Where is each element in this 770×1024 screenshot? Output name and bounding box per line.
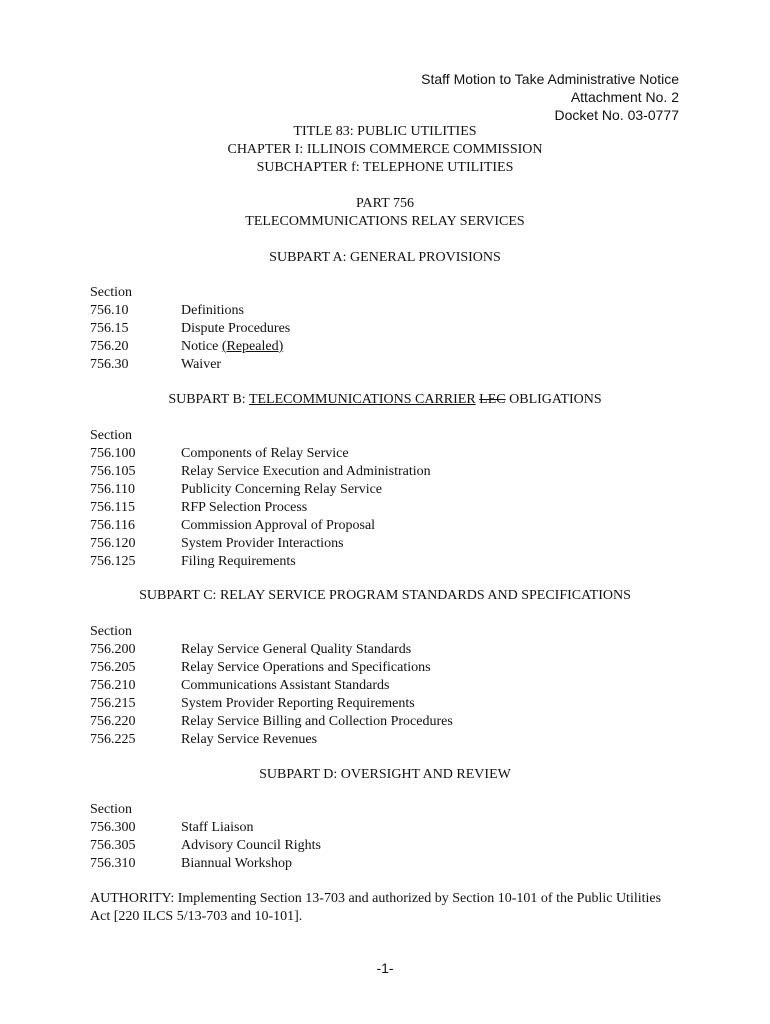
header-motion-title: Staff Motion to Take Administrative Notice bbox=[421, 71, 679, 87]
section-label: Section bbox=[90, 285, 132, 300]
section-label: Section bbox=[90, 624, 132, 639]
header-docket: Docket No. 03-0777 bbox=[554, 107, 679, 123]
added-text: (Repealed) bbox=[221, 339, 284, 354]
subchapter-line: SUBCHAPTER f: TELEPHONE UTILITIES bbox=[256, 160, 514, 175]
toc-row: 756.215 System Provider Reporting Requirements bbox=[90, 696, 415, 711]
section-label: Section bbox=[90, 428, 132, 443]
subpart-b-toc bbox=[90, 427, 431, 571]
toc-row: 756.205 Relay Service Operations and Specifications bbox=[90, 660, 431, 675]
toc-row: 756.20 Notice (Repealed) bbox=[90, 339, 284, 354]
subpart-c-toc bbox=[90, 623, 453, 749]
subpart-a-heading: SUBPART A: GENERAL PROVISIONS bbox=[269, 250, 501, 265]
added-text: TELECOMMUNICATIONS CARRIER bbox=[248, 392, 476, 407]
chapter-line: CHAPTER I: ILLINOIS COMMERCE COMMISSION bbox=[227, 142, 543, 157]
title-line: TITLE 83: PUBLIC UTILITIES bbox=[293, 124, 477, 139]
toc-row: 756.120 System Provider Interactions bbox=[90, 536, 344, 551]
section-label: Section bbox=[90, 802, 132, 817]
toc-row: 756.125 Filing Requirements bbox=[90, 554, 296, 569]
toc-row: 756.30 Waiver bbox=[90, 357, 222, 372]
toc-row: 756.10 Definitions bbox=[90, 303, 244, 318]
toc-row: 756.105 Relay Service Execution and Administration bbox=[90, 464, 431, 479]
deleted-text: LEC bbox=[479, 392, 506, 407]
subpart-c-heading: SUBPART C: RELAY SERVICE PROGRAM STANDARDS AND SPECIFICATIONS bbox=[139, 588, 631, 603]
subpart-d-heading: SUBPART D: OVERSIGHT AND REVIEW bbox=[259, 767, 511, 782]
part-name: TELECOMMUNICATIONS RELAY SERVICES bbox=[245, 214, 525, 229]
toc-row: 756.200 Relay Service General Quality Standards bbox=[90, 642, 412, 657]
subpart-d-toc bbox=[90, 801, 321, 873]
page-number: -1- bbox=[376, 960, 394, 976]
toc-row: 756.15 Dispute Procedures bbox=[90, 321, 291, 336]
toc-row: 756.310 Biannual Workshop bbox=[90, 856, 292, 871]
toc-row: 756.100 Components of Relay Service bbox=[90, 446, 349, 461]
subpart-b-heading: SUBPART B: TELECOMMUNICATIONS CARRIER LEC OBLIGATIONS bbox=[168, 392, 602, 407]
toc-row: 756.300 Staff Liaison bbox=[90, 820, 254, 835]
part-number: PART 756 bbox=[356, 196, 414, 211]
toc-row: 756.220 Relay Service Billing and Collection Procedures bbox=[90, 714, 453, 729]
authority-note: AUTHORITY: Implementing Section 13-703 and authorized by Section 10-101 of the Public Utilities Act [220 ILCS 5/13-703 and 10-101]. bbox=[90, 891, 662, 924]
subpart-a-toc bbox=[90, 284, 290, 374]
toc-row: 756.115 RFP Selection Process bbox=[90, 500, 308, 515]
toc-row: 756.225 Relay Service Revenues bbox=[90, 732, 318, 747]
toc-row: 756.210 Communications Assistant Standards bbox=[90, 678, 390, 693]
toc-row: 756.116 Commission Approval of Proposal bbox=[90, 518, 376, 533]
toc-row: 756.305 Advisory Council Rights bbox=[90, 838, 322, 853]
document-header bbox=[279, 70, 679, 124]
header-attachment: Attachment No. 2 bbox=[570, 89, 679, 105]
toc-row: 756.110 Publicity Concerning Relay Service bbox=[90, 482, 383, 497]
